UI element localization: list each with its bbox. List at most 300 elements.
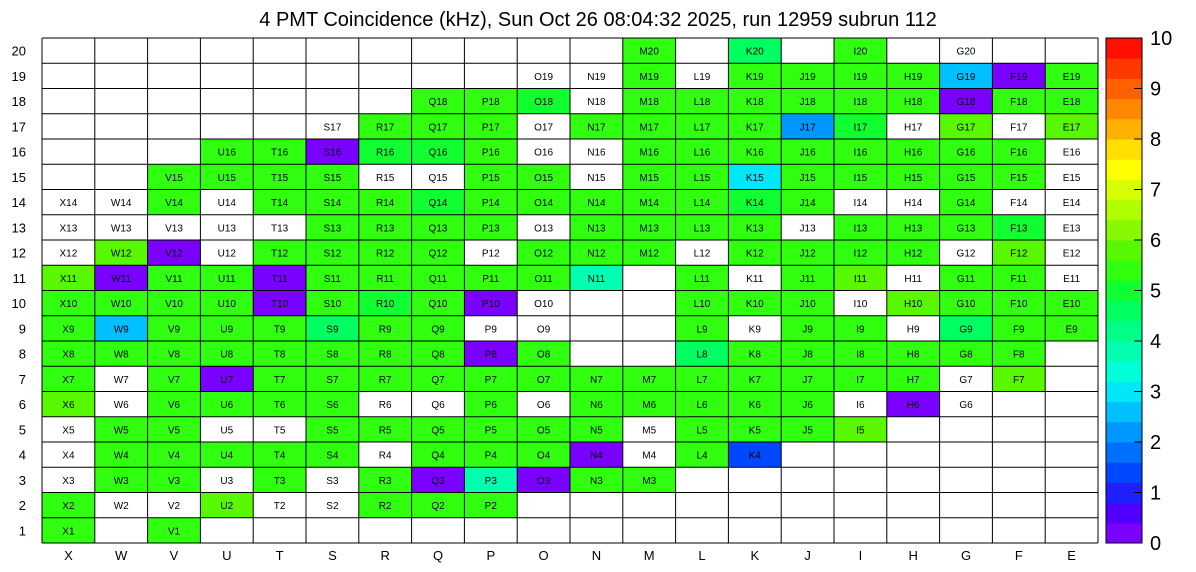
cell-label: U9 <box>220 324 234 336</box>
cell-label: L7 <box>696 374 708 386</box>
cell-label: O9 <box>536 324 551 336</box>
cell-label: M4 <box>642 450 657 462</box>
cell-label: W4 <box>113 450 129 462</box>
cell-label: J11 <box>799 273 816 285</box>
palette-swatch <box>1106 260 1142 281</box>
cell-label: L5 <box>696 425 708 437</box>
cell-label: I18 <box>853 97 868 109</box>
cell-label: F7 <box>1012 374 1025 386</box>
cell-label: H14 <box>904 198 923 210</box>
palette-swatch <box>1106 240 1142 261</box>
x-tick-label: I <box>858 548 863 563</box>
palette-swatch <box>1106 200 1142 221</box>
cell-label: M13 <box>639 223 659 235</box>
cell-label: M5 <box>642 425 657 437</box>
cell-label: L16 <box>693 147 711 159</box>
cell-label: S15 <box>323 172 342 184</box>
cell-label: O11 <box>534 273 553 285</box>
cell-label: T11 <box>271 273 288 285</box>
cell-label: F16 <box>1010 147 1028 159</box>
cell-label: S8 <box>326 349 339 361</box>
x-tick-label: R <box>380 548 390 563</box>
x-tick-label: T <box>275 548 284 563</box>
x-tick-label: J <box>804 548 811 563</box>
cell-label: W6 <box>113 400 129 412</box>
cell-label: I19 <box>853 71 868 83</box>
cell-label: N5 <box>590 425 603 437</box>
cell-label: X1 <box>62 526 75 538</box>
cell-label: F14 <box>1010 198 1028 210</box>
cell-label: W2 <box>113 501 129 513</box>
cell-label: I17 <box>853 122 868 134</box>
color-palette <box>1106 28 1172 555</box>
cell-label: N4 <box>590 450 603 462</box>
cell-label: K4 <box>748 450 761 462</box>
cell-label: G13 <box>956 223 976 235</box>
cell-label: K19 <box>745 71 764 83</box>
cell-label: P5 <box>484 425 497 437</box>
palette-tick-label: 10 <box>1150 28 1173 50</box>
cell-label: Q9 <box>431 324 445 336</box>
cell-label: L8 <box>696 349 708 361</box>
cell-label: Q4 <box>431 450 445 462</box>
cell-label: O13 <box>534 223 554 235</box>
cell-label: P11 <box>482 273 500 285</box>
cell-label: Q14 <box>428 198 448 210</box>
cell-label: G12 <box>956 248 976 260</box>
cell-label: L15 <box>693 172 711 184</box>
cell-label: I13 <box>853 223 868 235</box>
cell-label: T6 <box>273 400 286 412</box>
cell-label: E14 <box>1062 198 1081 210</box>
cell-label: N17 <box>587 122 606 134</box>
cell-label: L13 <box>693 223 711 235</box>
cell-label: G11 <box>956 273 976 285</box>
cell-label: X4 <box>62 450 75 462</box>
cell-label: I10 <box>853 299 868 311</box>
cell-label: G6 <box>959 400 973 412</box>
cell-label: O17 <box>534 122 554 134</box>
cell-label: W14 <box>110 198 132 210</box>
cell-label: J19 <box>799 71 816 83</box>
cell-label: N19 <box>587 71 606 83</box>
x-tick-label: Q <box>432 548 444 563</box>
cell-label: Q16 <box>428 147 448 159</box>
cell-label: T2 <box>273 501 286 513</box>
cell-label: J10 <box>799 299 816 311</box>
cell-label: E10 <box>1062 299 1081 311</box>
cell-label: V2 <box>167 501 181 513</box>
cell-label: I9 <box>856 324 865 336</box>
x-tick-label: L <box>698 548 706 563</box>
cell-label: T15 <box>270 172 289 184</box>
cell-label: S9 <box>326 324 339 336</box>
cell-label: K12 <box>745 248 764 260</box>
cell-label: X13 <box>59 223 78 235</box>
cell-label: R12 <box>376 248 395 260</box>
cell-label: U6 <box>220 400 234 412</box>
cell-label: K20 <box>745 46 764 58</box>
cell-label: K10 <box>745 299 764 311</box>
cell-label: T7 <box>273 374 286 386</box>
cell-label: V12 <box>165 248 183 260</box>
cell-label: S5 <box>326 425 339 437</box>
x-tick-label: S <box>328 548 337 563</box>
cell-label: T14 <box>270 198 289 210</box>
cell-label: H18 <box>904 97 923 109</box>
cell-label: F11 <box>1010 273 1028 285</box>
y-tick-label: 17 <box>11 119 26 135</box>
cell-label: V13 <box>165 223 183 235</box>
cell-label: P16 <box>481 147 500 159</box>
x-tick-label: P <box>486 548 496 563</box>
cell-label: T8 <box>273 349 286 361</box>
cell-label: K17 <box>745 122 764 134</box>
chart-title: 4 PMT Coincidence (kHz), Sun Oct 26 08:04:32 2025, run 12959 subrun 112 <box>259 9 937 31</box>
cell-label: R4 <box>378 450 392 462</box>
cell-label: T16 <box>270 147 289 159</box>
cell-label: H12 <box>904 248 923 260</box>
y-tick-label: 3 <box>18 472 26 488</box>
palette-swatch <box>1106 523 1142 544</box>
cell-label: R5 <box>378 425 392 437</box>
cell-label: H8 <box>906 349 920 361</box>
cell-label: K15 <box>745 172 764 184</box>
cell-label: F8 <box>1012 349 1025 361</box>
cell-label: K11 <box>746 273 764 285</box>
cell-label: I11 <box>853 273 867 285</box>
y-tick-label: 18 <box>11 94 26 110</box>
palette-tick-label: 9 <box>1150 78 1162 101</box>
cell-label: J9 <box>802 324 813 336</box>
cell-label: X8 <box>62 349 75 361</box>
cell-label: Q2 <box>431 501 445 513</box>
cell-label: R3 <box>378 475 392 487</box>
cell-label: U14 <box>217 198 236 210</box>
cell-label: W3 <box>113 475 129 487</box>
cell-label: F12 <box>1010 248 1028 260</box>
cell-label: E15 <box>1062 172 1081 184</box>
y-tick-label: 12 <box>11 245 26 261</box>
x-tick-label: X <box>64 548 73 563</box>
cell-label: V7 <box>167 374 181 386</box>
palette-swatch <box>1106 361 1142 382</box>
x-tick-label: M <box>643 548 655 563</box>
cell-label: G20 <box>956 46 976 58</box>
cell-label: W13 <box>110 223 132 235</box>
cell-label: M7 <box>642 374 657 386</box>
y-tick-label: 15 <box>11 169 26 185</box>
cell-label: P3 <box>484 475 497 487</box>
x-tick-label: V <box>169 548 179 563</box>
cell-label: N18 <box>587 97 606 109</box>
cell-label: I16 <box>853 147 868 159</box>
x-tick-label: K <box>750 548 760 563</box>
y-tick-label: 16 <box>11 144 26 160</box>
x-tick-label: F <box>1014 548 1023 563</box>
cell-label: J13 <box>799 223 816 235</box>
cell-label: X9 <box>62 324 75 336</box>
cell-label: K13 <box>745 223 764 235</box>
y-tick-label: 8 <box>18 346 26 362</box>
y-tick-label: 13 <box>11 220 26 236</box>
cell-label: H19 <box>904 71 923 83</box>
cell-label: K5 <box>748 425 761 437</box>
y-tick-label: 9 <box>18 321 26 337</box>
cell-label: L11 <box>694 273 710 285</box>
cell-label: O18 <box>534 97 554 109</box>
cell-label: L9 <box>696 324 708 336</box>
cell-label: E19 <box>1062 71 1081 83</box>
cell-label: I5 <box>856 425 865 437</box>
cell-label: W12 <box>110 248 132 260</box>
cell-label: N3 <box>590 475 603 487</box>
cell-label: I20 <box>853 46 868 58</box>
cell-label: G17 <box>956 122 976 134</box>
cell-label: G19 <box>956 71 976 83</box>
y-tick-label: 10 <box>11 296 26 312</box>
cell-label: E17 <box>1062 122 1081 134</box>
x-tick-label: O <box>538 548 549 563</box>
cell-label: H7 <box>906 374 920 386</box>
x-tick-label: G <box>960 548 972 563</box>
cell-label: R17 <box>376 122 395 134</box>
cell-label: E16 <box>1062 147 1081 159</box>
cell-label: U2 <box>220 501 234 513</box>
cell-label: P4 <box>484 450 497 462</box>
cell-label: Q12 <box>428 248 448 260</box>
x-tick-label: E <box>1067 548 1076 563</box>
cell-label: M12 <box>639 248 659 260</box>
x-tick-label: N <box>591 548 602 563</box>
cell-label: N12 <box>587 248 606 260</box>
cell-label: F15 <box>1010 172 1028 184</box>
cell-label: R2 <box>378 501 392 513</box>
cell-label: V11 <box>165 273 183 285</box>
cell-label: T3 <box>273 475 286 487</box>
cell-label: O7 <box>536 374 551 386</box>
cell-label: U13 <box>217 223 236 235</box>
cell-label: F19 <box>1010 71 1028 83</box>
cell-label: K6 <box>748 400 761 412</box>
x-tick-label: U <box>222 548 232 563</box>
palette-swatch <box>1106 159 1142 180</box>
cell-label: Q7 <box>431 374 445 386</box>
cell-label: U12 <box>217 248 236 260</box>
cell-label: G9 <box>959 324 973 336</box>
cell-label: F17 <box>1010 122 1028 134</box>
cell-label: U16 <box>217 147 236 159</box>
palette-swatch <box>1106 422 1142 443</box>
cell-label: P12 <box>481 248 500 260</box>
cell-label: S14 <box>323 198 342 210</box>
cell-label: L4 <box>696 450 708 462</box>
cell-label: L6 <box>696 400 708 412</box>
cell-label: E11 <box>1063 273 1081 285</box>
cell-label: N11 <box>587 273 606 285</box>
palette-tick-label: 4 <box>1150 331 1162 353</box>
cell-label: O5 <box>536 425 551 437</box>
cell-label: Q10 <box>428 299 448 311</box>
cell-label: U7 <box>220 374 234 386</box>
cell-label: S6 <box>326 400 339 412</box>
cell-label: I7 <box>856 374 865 386</box>
cell-label: E13 <box>1062 223 1081 235</box>
palette-swatch <box>1106 58 1142 79</box>
cell-label: Q3 <box>431 475 445 487</box>
cell-label: Q6 <box>431 400 445 412</box>
cell-label: S16 <box>323 147 342 159</box>
cell-label: S4 <box>326 450 339 462</box>
palette-tick-label: 7 <box>1150 179 1162 202</box>
cell-label: R6 <box>378 400 392 412</box>
cell-label: J12 <box>799 248 816 260</box>
cell-label: T12 <box>270 248 289 260</box>
cell-label: M18 <box>639 97 659 109</box>
cell-label: W5 <box>113 425 129 437</box>
palette-swatch <box>1106 301 1142 322</box>
cell-label: R15 <box>376 172 395 184</box>
cell-label: Q18 <box>428 97 448 109</box>
cell-label: O8 <box>536 349 551 361</box>
cell-label: V3 <box>167 475 181 487</box>
cell-label: R9 <box>378 324 392 336</box>
palette-swatch <box>1106 139 1142 160</box>
cell-label: S12 <box>323 248 342 260</box>
palette-swatch <box>1106 321 1142 342</box>
cell-label: L10 <box>693 299 711 311</box>
cell-label: X14 <box>59 198 78 210</box>
cell-label: S3 <box>326 475 339 487</box>
cell-label: X7 <box>62 374 75 386</box>
cell-label: P18 <box>481 97 500 109</box>
cell-label: O12 <box>534 248 554 260</box>
cell-label: R8 <box>378 349 392 361</box>
cell-label: J14 <box>799 198 816 210</box>
cell-label: W9 <box>113 324 129 336</box>
cell-label: J7 <box>802 374 813 386</box>
y-tick-label: 4 <box>18 447 26 463</box>
cell-label: T4 <box>273 450 286 462</box>
cell-label: F9 <box>1012 324 1025 336</box>
cell-label: H17 <box>904 122 923 134</box>
cell-label: S17 <box>323 122 342 134</box>
y-tick-label: 20 <box>11 43 26 59</box>
cell-label: E9 <box>1065 324 1078 336</box>
y-tick-label: 2 <box>18 498 26 514</box>
cell-label: H6 <box>906 400 920 412</box>
cell-label: M16 <box>639 147 659 159</box>
cell-label: M15 <box>639 172 659 184</box>
x-tick-label: W <box>115 548 128 563</box>
cell-label: J8 <box>802 349 813 361</box>
cell-label: X12 <box>59 248 78 260</box>
cell-label: O3 <box>536 475 551 487</box>
cell-label: U11 <box>217 273 236 285</box>
cell-label: K7 <box>748 374 761 386</box>
cell-label: P17 <box>481 122 500 134</box>
palette-swatch <box>1106 38 1142 59</box>
cell-label: S10 <box>323 299 342 311</box>
cell-label: J17 <box>799 122 816 134</box>
cell-label: K8 <box>748 349 761 361</box>
cell-label: S11 <box>323 273 341 285</box>
cell-label: N7 <box>590 374 603 386</box>
cell-label: J18 <box>799 97 816 109</box>
cell-label: U8 <box>220 349 234 361</box>
cell-label: O14 <box>534 198 554 210</box>
cell-label: I8 <box>856 349 865 361</box>
y-tick-label: 6 <box>18 397 26 413</box>
cell-label: W11 <box>111 273 132 285</box>
cell-label: G8 <box>959 349 973 361</box>
cell-label: M14 <box>639 198 659 210</box>
cell-label: W10 <box>110 299 132 311</box>
cell-label: R10 <box>376 299 395 311</box>
palette-tick-label: 2 <box>1150 432 1162 454</box>
cell-label: G14 <box>956 198 976 210</box>
cell-label: Q13 <box>428 223 448 235</box>
cell-label: U15 <box>217 172 236 184</box>
cell-label: K9 <box>748 324 761 336</box>
cell-label: J5 <box>802 425 813 437</box>
palette-swatch <box>1106 341 1142 362</box>
cell-label: X2 <box>62 501 75 513</box>
cell-label: P15 <box>481 172 500 184</box>
cell-label: W8 <box>113 349 129 361</box>
cell-label: O15 <box>534 172 554 184</box>
cell-label: E18 <box>1062 97 1081 109</box>
cell-label: S2 <box>326 501 339 513</box>
cell-label: H15 <box>904 172 923 184</box>
cell-label: F10 <box>1010 299 1028 311</box>
cell-label: H11 <box>904 273 923 285</box>
cell-label: H10 <box>904 299 923 311</box>
cell-label: Q17 <box>428 122 448 134</box>
cell-label: X11 <box>59 273 77 285</box>
cell-label: G15 <box>956 172 976 184</box>
y-tick-label: 7 <box>18 371 26 387</box>
cell-label: P13 <box>481 223 500 235</box>
cell-label: P2 <box>484 501 497 513</box>
cell-label: I6 <box>856 400 865 412</box>
cell-label: P14 <box>481 198 500 210</box>
cell-label: V6 <box>167 400 181 412</box>
cell-label: E12 <box>1062 248 1081 260</box>
cell-label: Q15 <box>428 172 448 184</box>
cell-label: O19 <box>534 71 554 83</box>
cell-label: V8 <box>167 349 181 361</box>
palette-swatch <box>1106 462 1142 483</box>
cell-label: N6 <box>590 400 603 412</box>
cell-label: V14 <box>165 198 183 210</box>
cell-label: P10 <box>481 299 500 311</box>
cell-label: P8 <box>484 349 497 361</box>
palette-swatch <box>1106 99 1142 120</box>
cell-label: R14 <box>376 198 395 210</box>
cell-label: G16 <box>956 147 976 159</box>
cell-label: L12 <box>693 248 711 260</box>
cell-label: K16 <box>745 147 764 159</box>
cell-label: U4 <box>220 450 234 462</box>
cell-label: X5 <box>62 425 75 437</box>
cell-label: N16 <box>587 147 606 159</box>
cell-label: P9 <box>484 324 497 336</box>
y-tick-label: 19 <box>11 68 26 84</box>
palette-tick-label: 8 <box>1150 129 1162 151</box>
cell-label: G7 <box>959 374 973 386</box>
palette-tick-label: 3 <box>1150 381 1162 404</box>
